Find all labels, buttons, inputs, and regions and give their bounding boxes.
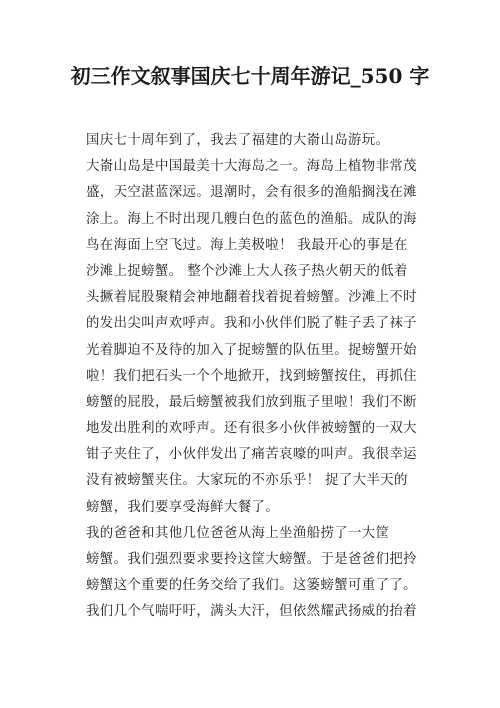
document-title: 初三作文叙事国庆七十周年游记_550 字: [70, 64, 430, 88]
body-line: 地发出胜利的欢呼声。还有很多小伙伴被螃蟹的一双大: [86, 421, 417, 437]
body-line: 大嵛山岛是中国最美十大海岛之一。海岛上植物非常茂: [86, 159, 417, 175]
body-line: 光着脚迫不及待的加入了捉螃蟹的队伍里。捉螃蟹开始: [86, 342, 417, 358]
body-line: 头撅着屁股聚精会神地翻着找着捉着螃蟹。沙滩上不时: [86, 290, 417, 306]
document-body: [86, 128, 426, 626]
body-line: 沙滩上捉螃蟹。 整个沙滩上大人孩子热火朝天的低着: [86, 263, 408, 279]
body-line: 盛，天空湛蓝深远。退潮时，会有很多的渔船搁浅在滩: [86, 185, 417, 201]
body-line: 螃蟹这个重要的任务交给了我们。这篓螃蟹可重了了。: [86, 578, 417, 594]
body-line: 螃蟹。我们强烈要求要拎这筐大螃蟹。于是爸爸们把拎: [86, 552, 417, 567]
body-line: 啦！我们把石头一个个地掀开，找到螃蟹按住，再抓住: [86, 368, 417, 384]
body-line: 鸟在海面上空飞过。海上美极啦！ 我最开心的事是在: [86, 237, 408, 253]
body-line: 我的爸爸和其他几位爸爸从海上坐渔船捞了一大筐: [86, 525, 390, 541]
body-line: 我们几个气喘吁吁，满头大汗，但依然耀武扬威的抬着: [86, 604, 417, 620]
body-line: 螃蟹的屁股，最后螃蟹被我们放到瓶子里啦！我们不断: [86, 394, 417, 410]
body-line: 钳子夹住了，小伙伴发出了痛苦哀嚎的叫声。我很幸运: [86, 447, 417, 463]
body-line: 国庆七十周年到了，我去了福建的大嵛山岛游玩。: [86, 133, 390, 148]
body-line: 没有被螃蟹夹住。大家玩的不亦乐乎！ 捉了大半天的: [86, 473, 408, 489]
body-line: 的发出尖叫声欢呼声。我和小伙伴们脱了鞋子丢了袜子: [86, 316, 417, 332]
body-line: 螃蟹，我们要享受海鲜大餐了。: [86, 499, 280, 515]
body-line: 涂上。海上不时出现几艘白色的蓝色的渔船。成队的海: [86, 211, 417, 227]
